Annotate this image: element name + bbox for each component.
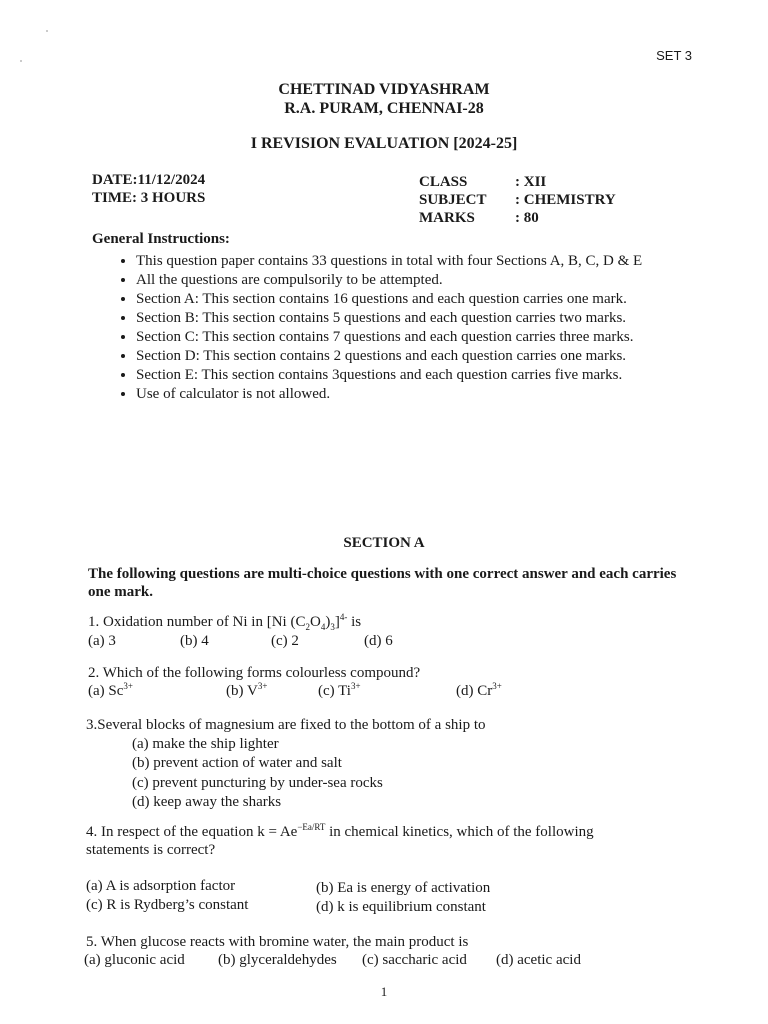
q4-text: in chemical kinetics, which of the following [325, 824, 594, 840]
option [88, 682, 133, 701]
option: (c) 2 [271, 633, 299, 649]
option-text: (c) Ti [318, 683, 351, 699]
instruction-item: • Section A: This section contains 16 questions and each question carries one mark. [136, 290, 696, 308]
option: (c) R is Rydberg’s constant [86, 897, 249, 913]
q1-text: ] [334, 614, 340, 630]
instruction-item: • Use of calculator is not allowed. [136, 385, 696, 403]
class-key: CLASS [419, 174, 468, 190]
set-label: SET 3 [656, 48, 692, 63]
option [318, 682, 361, 701]
q1-text: O [309, 614, 321, 630]
instruction-item: • All the questions are compulsorily to be attempted. [136, 271, 696, 289]
option: (a) 3 [88, 633, 116, 649]
scan-speck [46, 30, 48, 32]
q4-text: 4. In respect of the equation k = Ae [86, 824, 298, 840]
option-text: (b) V [226, 683, 258, 699]
option: (c) saccharic acid [362, 952, 467, 968]
option-text: (d) Cr [456, 683, 493, 699]
option: (d) keep away the sharks [132, 794, 282, 810]
option: (a) make the ship lighter [132, 736, 279, 752]
option [226, 682, 267, 701]
question-2-options [88, 682, 558, 701]
question-1-stem [88, 613, 361, 632]
instruction-item: • Section E: This section contains 3questions and each question carries five marks. [136, 366, 696, 384]
q1-text: ) [325, 614, 331, 630]
option-text: (a) Sc [88, 683, 124, 699]
option-sup: 3+ [123, 681, 133, 691]
q1-text: 1. Oxidation number of Ni in [Ni (C [88, 614, 306, 630]
subject-key: SUBJECT [419, 192, 487, 208]
option: (a) A is adsorption factor [86, 878, 236, 894]
subject-value: : CHEMISTRY [515, 192, 616, 208]
scan-speck [20, 60, 22, 62]
option-sup: 3+ [492, 681, 502, 691]
option: (b) Ea is energy of activation [316, 880, 491, 896]
class-value: : XII [515, 174, 547, 190]
exam-meta-right [419, 173, 616, 227]
marks-value: : 80 [515, 210, 539, 226]
question-1-options [88, 632, 488, 651]
exam-date: DATE:11/12/2024 [92, 172, 206, 188]
option-sup: 3+ [257, 681, 268, 691]
instructions-title: General Instructions: [92, 231, 230, 247]
q4-sup: −Ea/RT [297, 822, 326, 832]
question-4-stem [86, 823, 594, 842]
exam-title: I REVISION EVALUATION [2024-25] [250, 135, 518, 152]
q1-sup: 4- [339, 612, 348, 622]
instruction-item: • Section B: This section contains 5 questions and each question carries two marks. [136, 309, 696, 327]
exam-date-time [92, 171, 205, 207]
option: (d) acetic acid [496, 952, 581, 968]
question-5-options [84, 951, 604, 970]
option: (b) prevent action of water and salt [132, 755, 342, 771]
q1-text: is [347, 614, 362, 630]
option-sup: 3+ [350, 681, 361, 691]
question-3-stem: 3.Several blocks of magnesium are fixed to the bottom of a ship to [86, 717, 486, 733]
page-number: 1 [380, 984, 388, 999]
option [456, 682, 502, 701]
question-2-stem: 2. Which of the following forms colourless compound? [88, 665, 421, 681]
option: (a) gluconic acid [84, 952, 185, 968]
school-name: CHETTINAD VIDYASHRAM [278, 81, 490, 98]
option: (b) 4 [180, 633, 209, 649]
option: (b) glyceraldehydes [218, 952, 337, 968]
section-a-heading: SECTION A [343, 535, 425, 551]
q1-sub: 3 [330, 622, 335, 632]
question-5-stem: 5. When glucose reacts with bromine water, the main product is [86, 934, 469, 950]
section-a-intro: The following questions are multi-choice questions with one correct answer and each carries one mark. [88, 566, 677, 600]
option: (d) k is equilibrium constant [316, 899, 486, 915]
exam-time: TIME: 3 HOURS [92, 190, 206, 206]
instruction-item: • This question paper contains 33 questions in total with four Sections A, B, C, D & E [136, 252, 696, 270]
instruction-item: • Section D: This section contains 2 questions and each question carries one marks. [136, 347, 696, 365]
instructions-list [110, 252, 696, 404]
option: (d) 6 [364, 633, 393, 649]
q1-sub: 4 [320, 622, 326, 632]
option: (c) prevent puncturing by under-sea rocks [132, 775, 383, 791]
marks-key: MARKS [419, 210, 475, 226]
school-address: R.A. PURAM, CHENNAI-28 [284, 100, 484, 117]
question-4-stem-line2: statements is correct? [86, 842, 216, 858]
instruction-item: • Section C: This section contains 7 questions and each question carries three marks. [136, 328, 696, 346]
q1-sub: 2 [305, 622, 310, 632]
